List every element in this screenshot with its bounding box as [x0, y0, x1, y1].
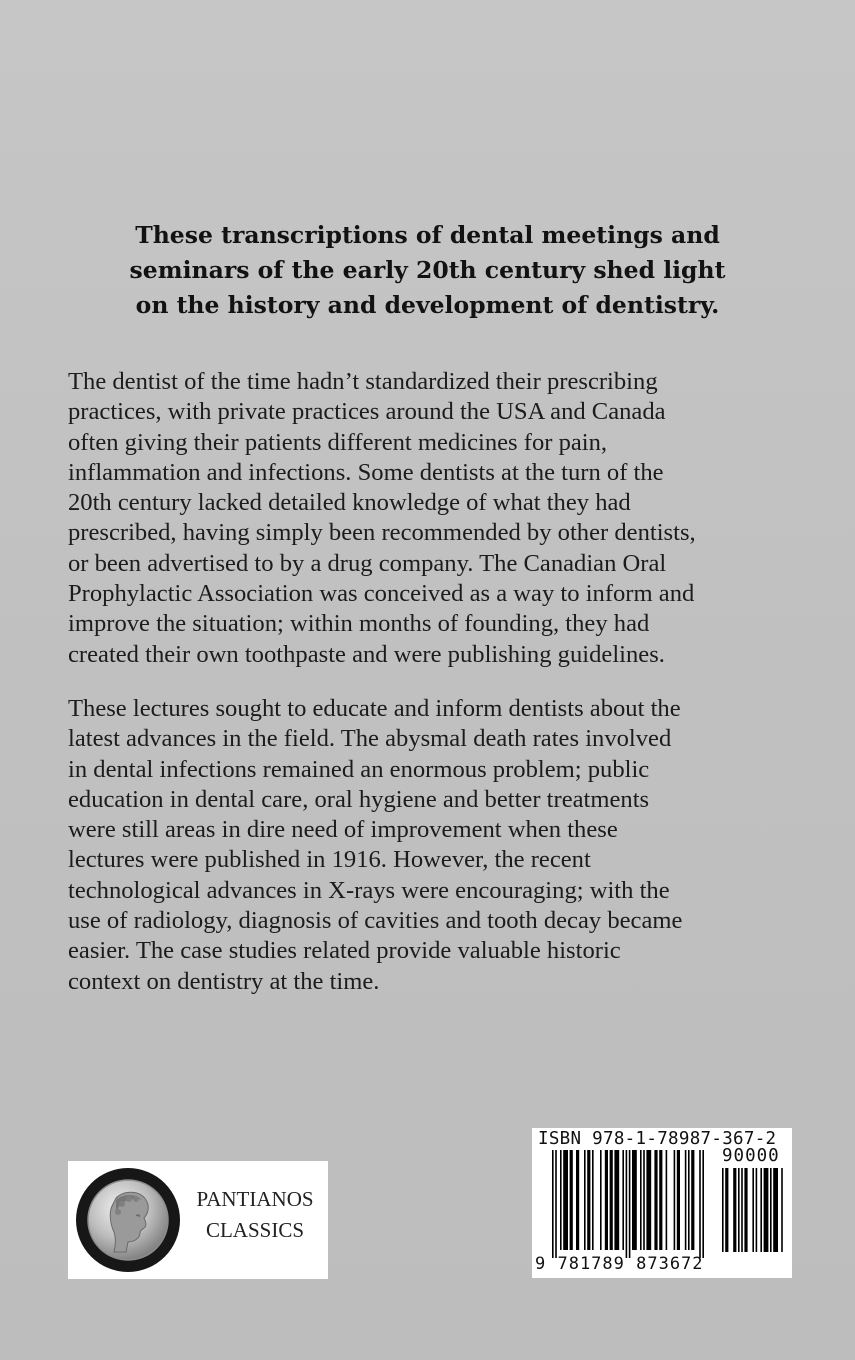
barcode-bar [770, 1168, 772, 1252]
blurb-line: use of radiology, diagnosis of cavities and tooth decay became [68, 907, 683, 935]
barcode-bar [640, 1150, 642, 1250]
blurb-line: created their own toothpaste and were publishing guidelines. [68, 640, 665, 668]
blurb-line: technological advances in X-rays were encouraging; with the [68, 876, 670, 904]
isbn-label: ISBN 978-1-78987-367-2 [538, 1129, 777, 1149]
ean-digits: 9 781789 873672 [535, 1254, 704, 1274]
barcode-bar [560, 1150, 562, 1250]
barcode-bar [725, 1168, 728, 1252]
barcode-bar [555, 1150, 557, 1258]
barcode-bar [699, 1150, 701, 1258]
barcode-bar [764, 1168, 769, 1252]
barcode-bar [738, 1168, 740, 1252]
publisher-name-line-1: PANTIANOS [196, 1187, 314, 1211]
barcode-bar [702, 1150, 704, 1258]
blurb-line: practices, with private practices around the USA and Canada [68, 398, 666, 426]
barcode-bar [760, 1168, 762, 1252]
blurb-line: easier. The case studies related provide valuable historic [68, 937, 621, 965]
blurb-line: The dentist of the time hadn’t standardized their prescribing [68, 368, 658, 395]
barcode-bar [752, 1168, 754, 1252]
barcode-bar [610, 1150, 613, 1250]
barcode-bar [688, 1150, 690, 1250]
barcode-bar [722, 1168, 724, 1252]
price-addon-code: 90000 [722, 1146, 780, 1166]
blurb-paragraph-2 [68, 694, 798, 997]
barcode-bar [691, 1150, 694, 1250]
barcode-bar [756, 1168, 758, 1252]
publisher-logo-panel [68, 1161, 328, 1279]
barcode-bar [622, 1150, 624, 1250]
barcode-bar [654, 1150, 657, 1250]
blurb-line: or been advertised to by a drug company. The Canadian Oral [68, 549, 667, 577]
barcode-bars-icon [552, 1150, 712, 1258]
barcode-bar [629, 1150, 631, 1258]
barcode-bar [646, 1150, 651, 1250]
tagline-line: on the history and development of dentistry. [135, 291, 720, 319]
barcode-bar [744, 1168, 747, 1252]
barcode-bar [600, 1150, 602, 1250]
blurb-line: 20th century lacked detailed knowledge of what they had [68, 489, 631, 517]
barcode-bar [677, 1150, 680, 1250]
blurb-paragraph-1 [68, 367, 798, 670]
barcode-bar [659, 1150, 662, 1250]
barcode-bar [632, 1150, 637, 1250]
barcode-bar [666, 1150, 668, 1250]
barcode-bar [781, 1168, 783, 1252]
barcode-bar [563, 1150, 568, 1250]
blurb-line: These lectures sought to educate and inform dentists about the [68, 695, 681, 722]
barcode-bar [552, 1150, 554, 1258]
barcode-bar [570, 1150, 573, 1250]
barcode-bar [685, 1150, 687, 1250]
barcode-bar [741, 1168, 743, 1252]
barcode-bar [674, 1150, 676, 1250]
barcode-bar [626, 1150, 628, 1258]
barcode-bar [576, 1150, 579, 1250]
blurb-line: prescribed, having simply been recommended by other dentists, [68, 519, 696, 547]
blurb-line: inflammation and infections. Some dentists at the turn of the [68, 458, 664, 486]
blurb-line: were still areas in dire need of improvement when these [68, 816, 618, 844]
addon-barcode-bars-icon [722, 1168, 784, 1252]
barcode-bar [605, 1150, 608, 1250]
blurb-line: education in dental care, oral hygiene and better treatments [68, 785, 650, 813]
blurb-line: often giving their patients different medicines for pain, [68, 428, 608, 456]
classical-coin-head-icon [76, 1168, 180, 1272]
publisher-name-line-2: CLASSICS [205, 1218, 305, 1242]
blurb-line: Prophylactic Association was conceived as a way to inform and [68, 580, 695, 608]
barcode-bar [614, 1150, 619, 1250]
barcode-bar [584, 1150, 586, 1250]
blurb-line: improve the situation; within months of founding, they had [68, 610, 650, 638]
barcode-bar [773, 1168, 778, 1252]
blurb-line: context on dentistry at the time. [68, 967, 380, 995]
tagline-line: seminars of the early 20th century shed light [129, 256, 726, 284]
blurb-line: lectures were published in 1916. However, the recent [68, 846, 591, 874]
barcode-bar [592, 1150, 594, 1250]
tagline [100, 218, 755, 323]
barcode-bar [587, 1150, 590, 1250]
isbn-barcode [532, 1128, 792, 1278]
barcode-bar [643, 1150, 645, 1250]
tagline-line: These transcriptions of dental meetings and [135, 221, 720, 249]
blurb-line: latest advances in the field. The abysmal death rates involved [68, 725, 672, 753]
barcode-bar [733, 1168, 736, 1252]
blurb-line: in dental infections remained an enormous problem; public [68, 755, 650, 783]
